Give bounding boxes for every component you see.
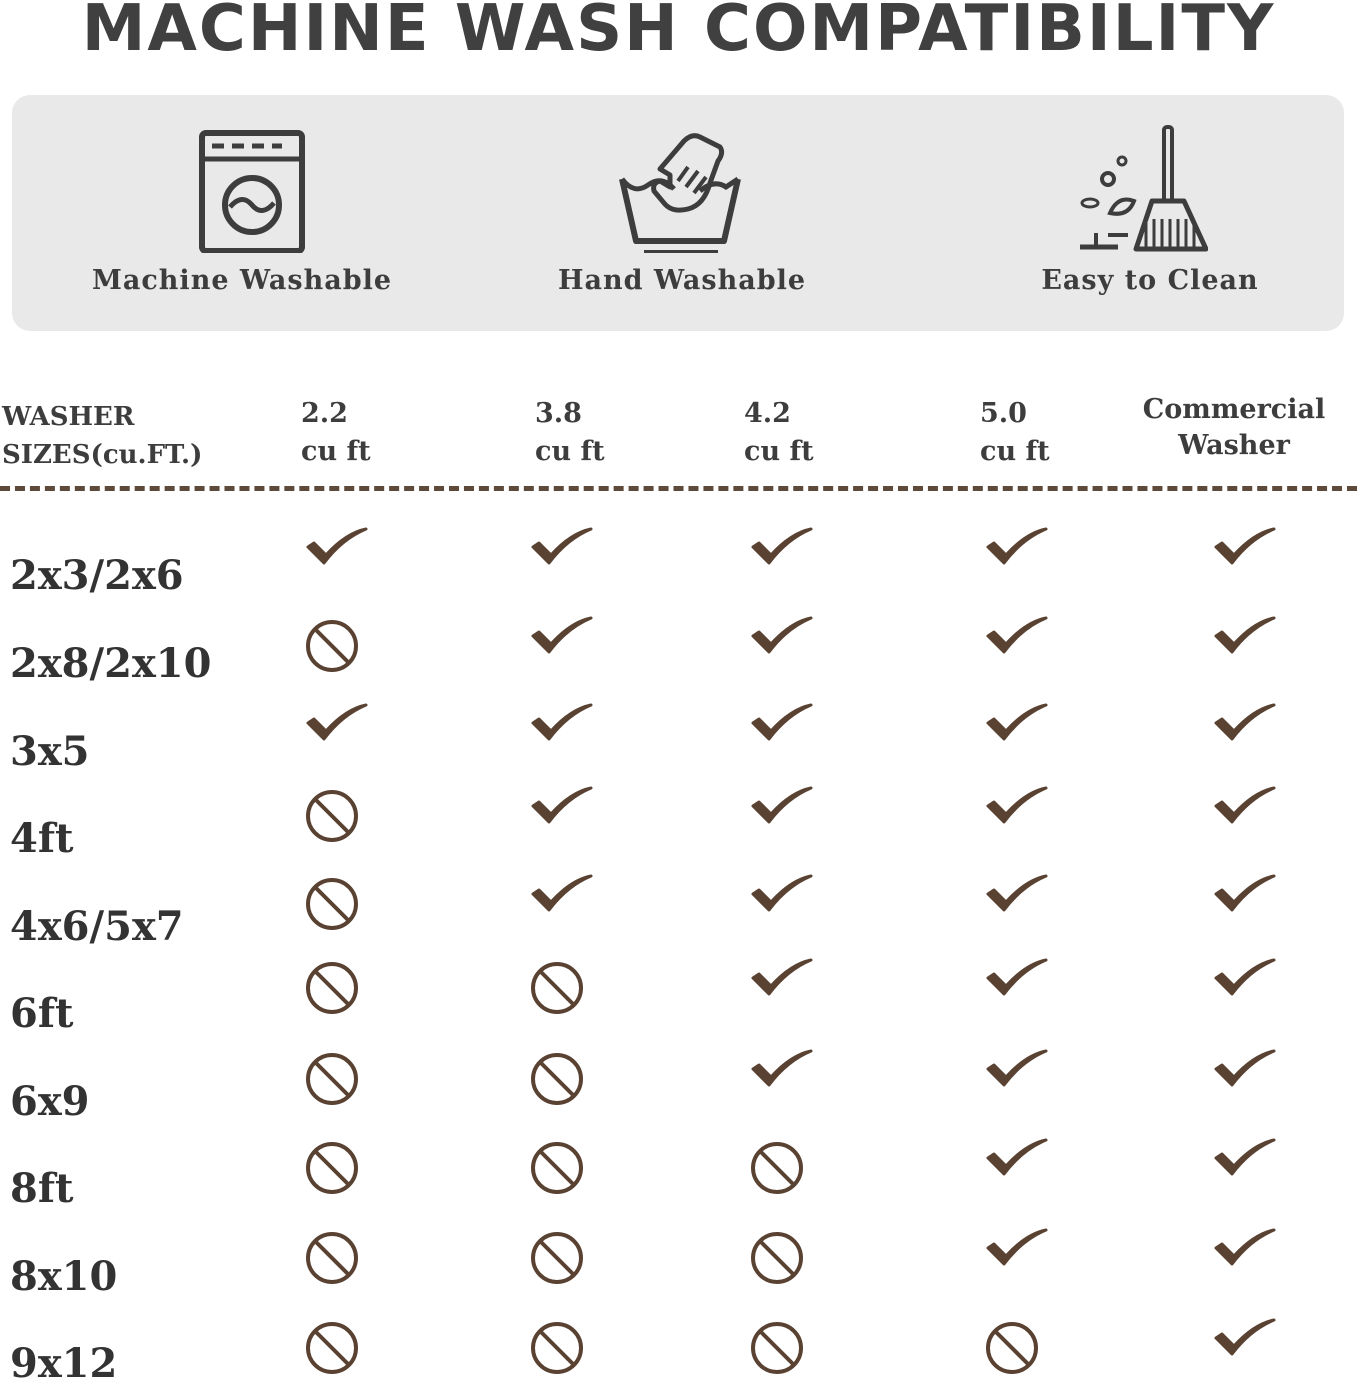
checkmark-icon [978,1043,1050,1103]
header-col-2-2 [301,395,371,471]
features-banner [12,95,1344,331]
checkmark-icon [743,610,815,670]
header-line: cu ft [980,436,1050,467]
checkmark-icon [978,868,1050,928]
prohibited-icon [978,1316,1050,1376]
prohibited-icon [743,1316,815,1376]
checkmark-icon [298,521,370,581]
checkmark-icon [978,610,1050,670]
prohibited-icon [523,956,595,1016]
row-size-label: 4x6/5x7 [10,903,184,950]
prohibited-icon [523,1047,595,1107]
checkmark-icon [523,521,595,581]
checkmark-icon [1206,610,1278,670]
header-line: 5.0 [980,398,1027,429]
broom-icon [1078,123,1208,253]
header-washer-sizes [2,398,202,474]
checkmark-icon [1206,521,1278,581]
washing-machine-icon [180,123,310,253]
checkmark-icon [1206,1312,1278,1372]
checkmark-icon [743,952,815,1012]
row-size-label: 2x3/2x6 [10,552,184,599]
checkmark-icon [743,697,815,757]
prohibited-icon [298,1226,370,1286]
checkmark-icon [1206,952,1278,1012]
checkmark-icon [743,1043,815,1103]
header-line: Commercial [1142,394,1326,425]
checkmark-icon [1206,1132,1278,1192]
header-col-4-2 [744,395,814,471]
feature-label: Hand Washable [557,265,807,296]
header-line: 2.2 [301,398,348,429]
checkmark-icon [523,697,595,757]
header-line: SIZES(cu.FT.) [2,440,203,470]
checkmark-icon [1206,697,1278,757]
row-size-label: 9x12 [10,1340,118,1387]
row-size-label: 8x10 [10,1253,118,1300]
row-size-label: 2x8/2x10 [10,640,212,687]
prohibited-icon [298,1316,370,1376]
header-divider [0,486,1357,491]
header-line: cu ft [301,436,371,467]
feature-label: Machine Washable [91,265,393,296]
header-line: cu ft [744,436,814,467]
prohibited-icon [523,1136,595,1196]
checkmark-icon [743,780,815,840]
checkmark-icon [1206,1043,1278,1103]
header-line: 3.8 [535,398,582,429]
checkmark-icon [298,697,370,757]
row-size-label: 6x9 [10,1078,90,1125]
prohibited-icon [523,1226,595,1286]
checkmark-icon [978,697,1050,757]
prohibited-icon [298,956,370,1016]
header-line: Washer [1178,430,1290,461]
checkmark-icon [978,1132,1050,1192]
feature-easy-to-clean [950,95,1350,331]
checkmark-icon [1206,868,1278,928]
prohibited-icon [743,1136,815,1196]
checkmark-icon [523,868,595,928]
prohibited-icon [298,614,370,674]
prohibited-icon [298,872,370,932]
checkmark-icon [1206,1222,1278,1282]
page-title: MACHINE WASH COMPATIBILITY [81,0,1276,66]
row-size-label: 4ft [10,815,74,862]
header-line: WASHER [2,402,135,432]
header-col-commercial [1124,392,1344,464]
prohibited-icon [523,1316,595,1376]
header-line: 4.2 [744,398,791,429]
feature-hand-washable [482,95,882,331]
checkmark-icon [523,780,595,840]
checkmark-icon [978,1222,1050,1282]
checkmark-icon [743,868,815,928]
row-size-label: 6ft [10,990,74,1037]
prohibited-icon [743,1226,815,1286]
checkmark-icon [978,780,1050,840]
row-size-label: 3x5 [10,728,90,775]
checkmark-icon [523,610,595,670]
hand-wash-basin-icon [614,123,744,253]
checkmark-icon [978,521,1050,581]
row-size-label: 8ft [10,1165,74,1212]
header-col-3-8 [535,395,605,471]
checkmark-icon [743,521,815,581]
header-line: cu ft [535,436,605,467]
prohibited-icon [298,1047,370,1107]
feature-machine-washable [42,95,442,331]
feature-label: Easy to Clean [1041,265,1259,296]
checkmark-icon [978,952,1050,1012]
prohibited-icon [298,784,370,844]
prohibited-icon [298,1136,370,1196]
checkmark-icon [1206,780,1278,840]
header-col-5-0 [980,395,1050,471]
